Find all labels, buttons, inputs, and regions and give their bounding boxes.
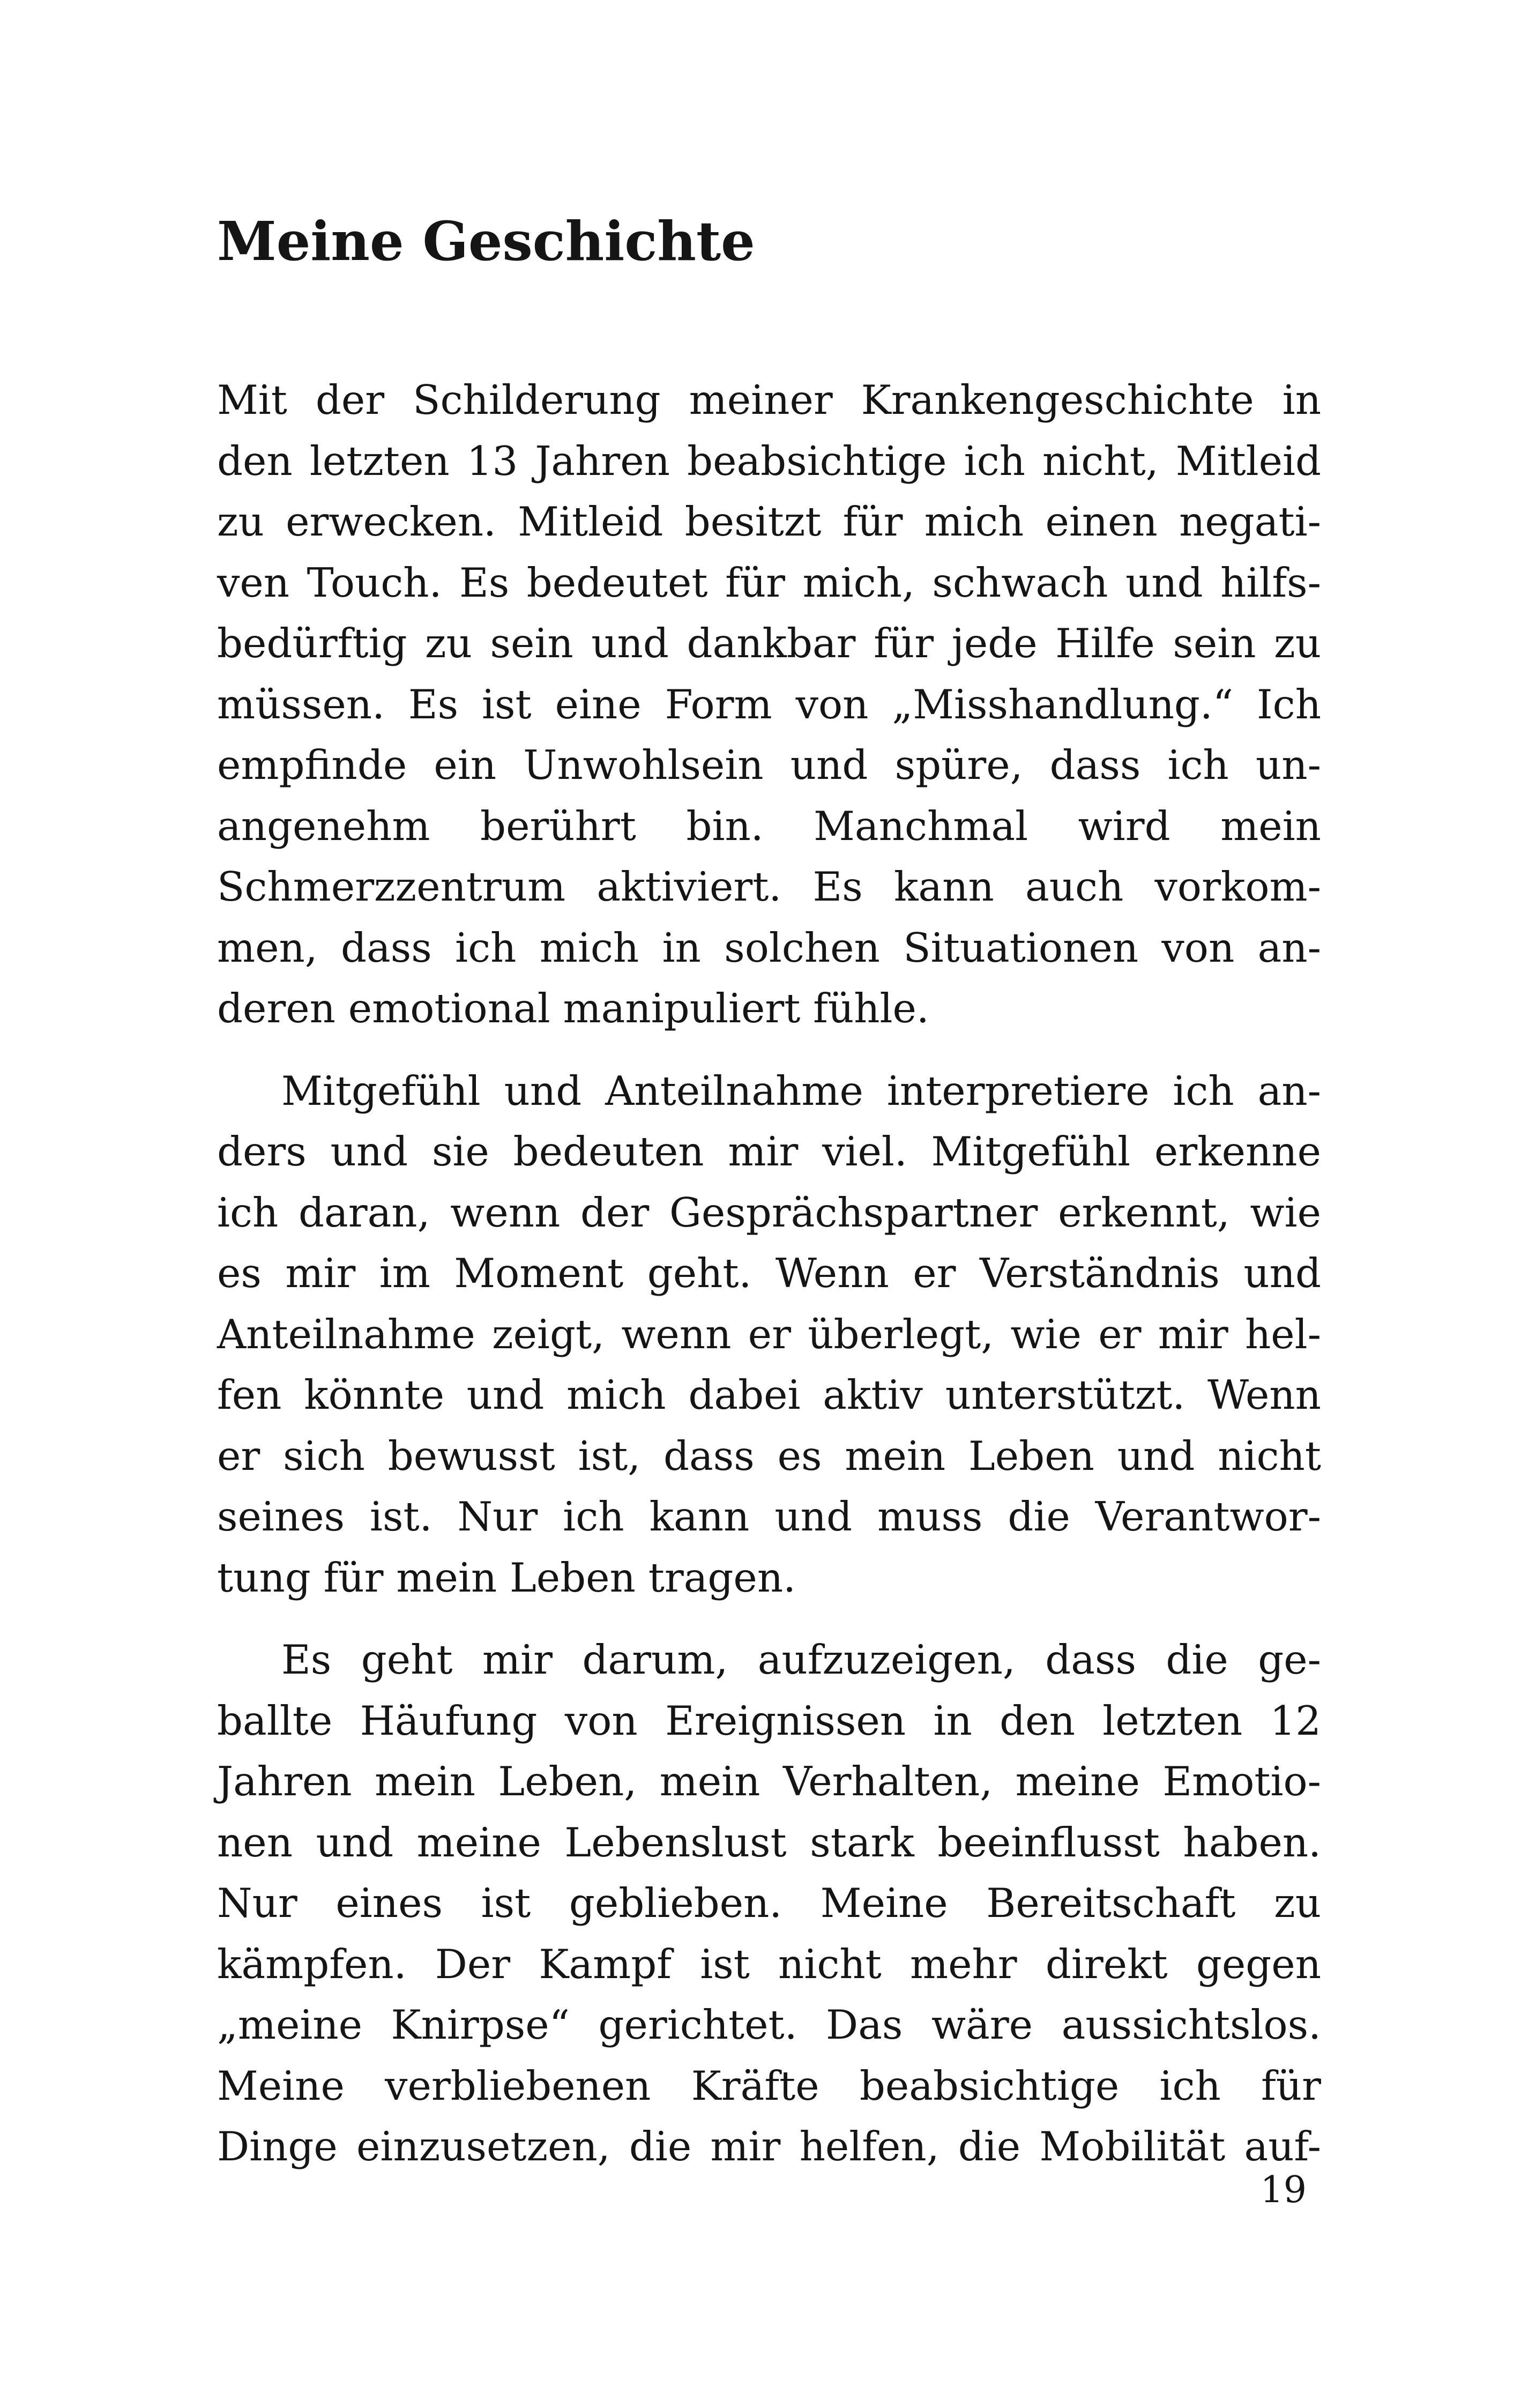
paragraph-2 (217, 1061, 1321, 1609)
page-number: 19 (1260, 2169, 1307, 2211)
text-line: er sich bewusst ist, dass es mein Leben und nicht (217, 1432, 1321, 1480)
text-line: Es geht mir darum, aufzuzeigen, dass die ge- (281, 1636, 1321, 1683)
chapter-title: Meine Geschichte (217, 210, 755, 273)
text-line: Schmerzzentrum aktiviert. Es kann auch vorkom- (217, 863, 1321, 910)
text-line: Jahren mein Leben, mein Verhalten, meine Emotio- (217, 1758, 1321, 1805)
text-line: bedürftig zu sein und dankbar für jede Hilfe sein zu (217, 620, 1321, 667)
text-line: zu erwecken. Mitleid besitzt für mich einen negati- (217, 498, 1321, 545)
text-line: ich daran, wenn der Gesprächspartner erkennt, wie (217, 1188, 1321, 1236)
text-line: es mir im Moment geht. Wenn er Verständnis und (217, 1250, 1321, 1297)
text-line: Meine verbliebenen Kräfte beabsichtige ich für (217, 2062, 1321, 2109)
text-line: ven Touch. Es bedeutet für mich, schwach und hilfs- (217, 559, 1321, 606)
text-line: Nur eines ist geblieben. Meine Bereitschaft zu (217, 1879, 1321, 1927)
text-line: angenehm berührt bin. Manchmal wird mein (217, 802, 1321, 850)
text-line: kämpfen. Der Kampf ist nicht mehr direkt gegen (217, 1940, 1321, 1988)
paragraph-3 (217, 1630, 1321, 2177)
text-line: ders und sie bedeuten mir viel. Mitgefühl erkenne (217, 1128, 1321, 1175)
text-line: empfinde ein Unwohlsein und spüre, dass ich un- (217, 741, 1321, 789)
text-line: Mitgefühl und Anteilnahme interpretiere ich an- (281, 1067, 1321, 1114)
text-line: Anteilnahme zeigt, wenn er überlegt, wie er mir hel- (217, 1310, 1321, 1358)
text-line: Mit der Schilderung meiner Krankengeschichte in (217, 376, 1321, 423)
paragraph-1 (217, 370, 1321, 1039)
text-line: seines ist. Nur ich kann und muss die Verantwor- (217, 1493, 1321, 1540)
text-line: den letzten 13 Jahren beabsichtige ich nicht, Mitleid (217, 437, 1321, 485)
text-line: fen könnte und mich dabei aktiv unterstützt. Wenn (217, 1371, 1321, 1418)
text-line: müssen. Es ist eine Form von „Misshandlung.“ Ich (217, 680, 1321, 728)
text-line: „meine Knirpse“ gerichtet. Das wäre aussichtslos. (217, 2001, 1321, 2048)
text-line: nen und meine Lebenslust stark beeinflusst haben. (217, 1818, 1321, 1866)
body-text (217, 370, 1321, 2177)
text-line: ballte Häufung von Ereignissen in den letzten 12 (217, 1697, 1321, 1744)
text-line: tung für mein Leben tragen. (217, 1554, 796, 1601)
text-line: deren emotional manipuliert fühle. (217, 985, 929, 1032)
text-line: Dinge einzusetzen, die mir helfen, die Mobilität auf- (217, 2123, 1321, 2170)
text-line: men, dass ich mich in solchen Situationen von an- (217, 924, 1321, 971)
